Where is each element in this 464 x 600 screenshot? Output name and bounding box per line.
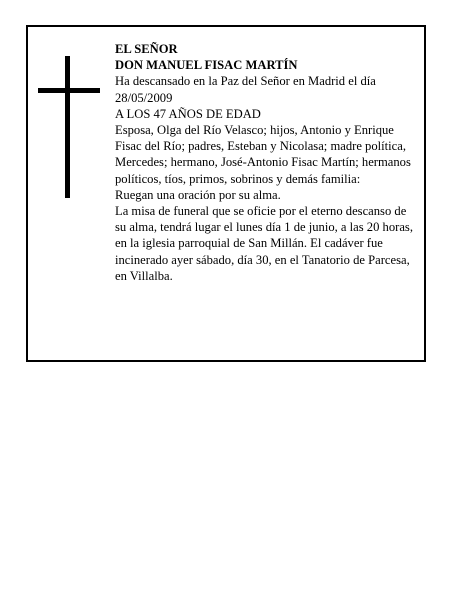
notice-text xyxy=(115,41,415,284)
prayer-request: Ruegan una oración por su alma. xyxy=(115,187,281,202)
funeral-details: La misa de funeral que se oficie por el eterno descanso de su alma, tendrá lugar el lunes día 1 de junio, a las 20 horas, en la iglesia parroquial de San Millán. El cadáver fue incinerado ayer sábado, día 30, en el Tanatorio de Parcesa, en Villalba. xyxy=(115,204,413,283)
age-statement: A LOS 47 AÑOS DE EDAD xyxy=(115,106,261,121)
obituary-notice xyxy=(26,25,426,362)
cross-vertical-bar xyxy=(65,56,70,198)
cross-horizontal-bar xyxy=(38,88,100,93)
rest-statement: Ha descansado en la Paz del Señor en Madrid el día 28/05/2009 xyxy=(115,74,376,105)
family-list: Esposa, Olga del Río Velasco; hijos, Antonio y Enrique Fisac del Río; padres, Esteban y Nicolasa; madre política, Mercedes; hermano, José-Antonio Fisac Martín; hermanos políticos, tíos, primos, sobrinos y demás familia: xyxy=(115,123,411,186)
title-line-1: EL SEÑOR xyxy=(115,42,178,56)
cross-icon xyxy=(38,56,100,198)
title-line-2: DON MANUEL FISAC MARTÍN xyxy=(115,58,298,73)
